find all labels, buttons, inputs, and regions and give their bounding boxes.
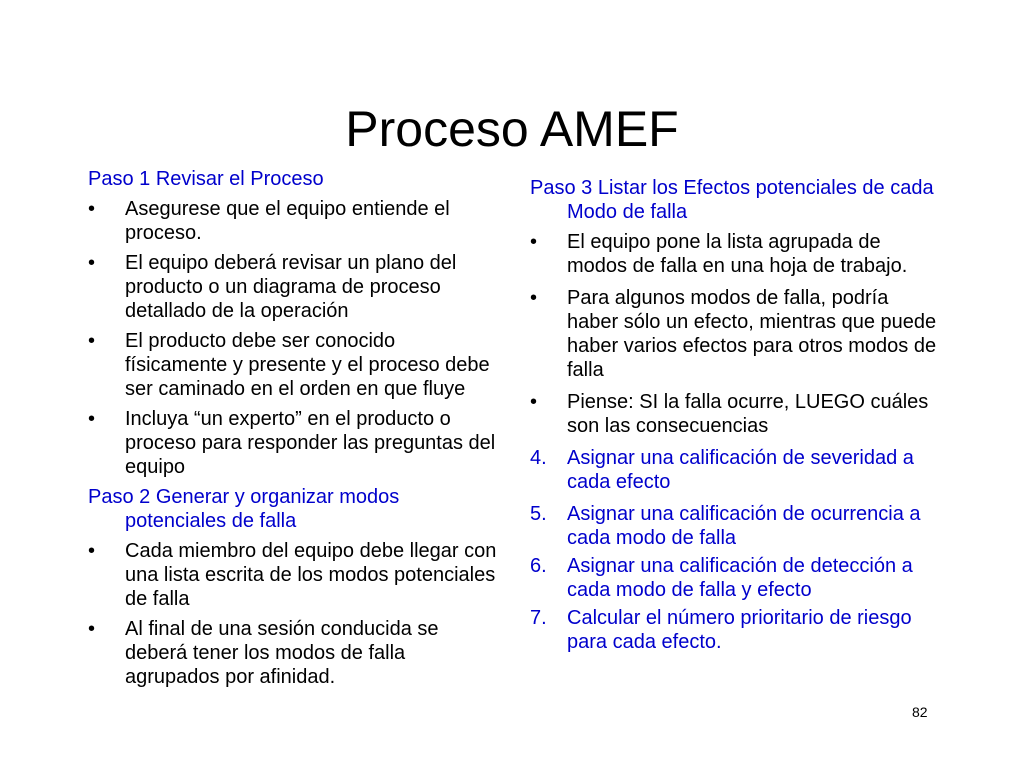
item-number: 6.: [530, 555, 547, 577]
bullet-text: Para algunos modos de falla, podría haber sólo un efecto, mientras que puede haber varios efectos para otros modos de falla: [567, 287, 937, 381]
bullet-text: Asegurese que el equipo entiende el proceso.: [125, 198, 450, 244]
step1-heading: Paso 1 Revisar el Proceso: [88, 168, 324, 190]
step2-bullet-2: [88, 617, 498, 689]
step1-bullet-4: [88, 407, 498, 479]
bullet-text: El producto debe ser conocido físicamente y presente y el proceso debe ser caminado en el orden en que fluye: [125, 330, 490, 400]
item-number: 7.: [530, 607, 547, 629]
numbered-item-6: [530, 554, 945, 602]
bullet-text: Al final de una sesión conducida se deberá tener los modos de falla agrupados por afinidad.: [125, 618, 439, 688]
item-text: Asignar una calificación de ocurrencia a cada modo de falla: [567, 503, 921, 549]
step3-bullet-1: [530, 230, 945, 278]
bullet-text: Incluya “un experto” en el producto o proceso para responder las preguntas del equipo: [125, 408, 496, 478]
left-column: [88, 167, 498, 689]
numbered-item-7: [530, 606, 945, 654]
bullet-marker: •: [530, 287, 538, 309]
bullet-marker: •: [88, 618, 96, 640]
step1-bullet-3: [88, 329, 498, 401]
step2-heading: Paso 2 Generar y organizar modos potenciales de falla: [88, 486, 400, 532]
bullet-text: El equipo deberá revisar un plano del producto o un diagrama de proceso detallado de la operación: [125, 252, 457, 322]
slide-title: Proceso AMEF: [345, 101, 679, 157]
bullet-marker: •: [530, 391, 538, 413]
numbered-item-4: [530, 446, 945, 494]
numbered-item-5: [530, 502, 945, 550]
item-text: Calcular el número prioritario de riesgo para cada efecto.: [567, 607, 912, 653]
bullet-text: Piense: SI la falla ocurre, LUEGO cuáles son las consecuencias: [567, 391, 929, 437]
step3-bullet-2: [530, 286, 945, 382]
item-text: Asignar una calificación de severidad a cada efecto: [567, 447, 914, 493]
bullet-marker: •: [88, 198, 96, 220]
item-text: Asignar una calificación de detección a cada modo de falla y efecto: [567, 555, 913, 601]
step1-bullet-2: [88, 251, 498, 323]
item-number: 5.: [530, 503, 547, 525]
bullet-marker: •: [88, 330, 96, 352]
bullet-marker: •: [88, 540, 96, 562]
step1-bullet-1: [88, 197, 498, 245]
bullet-marker: •: [88, 252, 96, 274]
bullet-text: Cada miembro del equipo debe llegar con una lista escrita de los modos potenciales de falla: [125, 540, 497, 610]
bullet-marker: •: [530, 231, 538, 253]
page-number: 82: [912, 704, 928, 720]
step2-bullet-1: [88, 539, 498, 611]
bullet-text: El equipo pone la lista agrupada de modos de falla en una hoja de trabajo.: [567, 231, 908, 277]
step3-bullet-3: [530, 390, 945, 438]
bullet-marker: •: [88, 408, 96, 430]
right-column: [530, 176, 945, 654]
step3-heading: Paso 3 Listar los Efectos potenciales de cada Modo de falla: [530, 177, 934, 223]
item-number: 4.: [530, 447, 547, 469]
